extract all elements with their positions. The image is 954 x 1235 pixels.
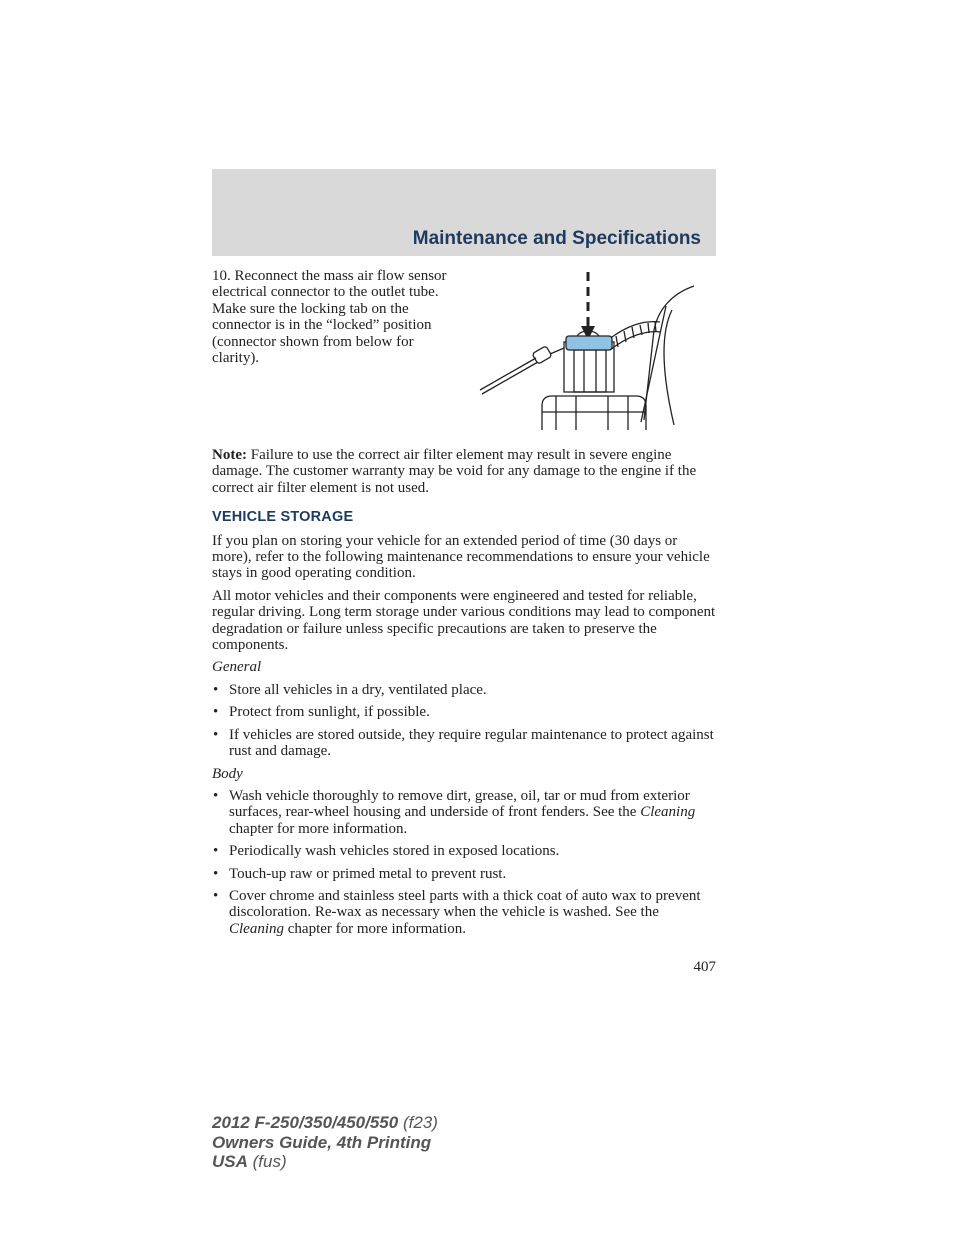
chapter-title: Maintenance and Specifications [412, 228, 701, 249]
step-10-instruction: 10. Reconnect the mass air flow sensor electrical connector to the outlet tube. Make sure the locking tab on the connector is in the “locked” position (connector shown from below for clarity). [212, 268, 447, 367]
list-item: • Wash vehicle thoroughly to remove dirt, grease, oil, tar or mud from exterior surfaces, rear-wheel housing and underside of front fenders. See the Cleaning chapter for more information. [213, 787, 696, 837]
general-bullet-list [212, 682, 716, 760]
subheading-general: General [212, 659, 262, 676]
list-item: • Store all vehicles in a dry, ventilated place. [213, 681, 487, 698]
body-bullet-list [212, 788, 716, 937]
section-heading-vehicle-storage: VEHICLE STORAGE [212, 509, 354, 526]
storage-precautions-paragraph: All motor vehicles and their components were engineered and tested for reliable, regular driving. Long term storage under various conditions may lead to component degradation or failure unless specific precautions are taken to preserve the components. [212, 587, 716, 654]
cleaning-chapter-reference: Cleaning [640, 804, 696, 821]
list-item: • Protect from sunlight, if possible. [213, 704, 430, 721]
note-label: Note: [212, 447, 247, 463]
connector-illustration-icon [476, 270, 716, 432]
list-item: • If vehicles are stored outside, they require regular maintenance to protect against rust and damage. [213, 726, 714, 760]
document-footer: 2012 F-250/350/450/550 (f23) Owners Guide, 4th Printing USA (fus) [212, 1113, 438, 1171]
note-text: Failure to use the correct air filter element may result in severe engine damage. The customer warranty may be void for any damage to the engine if the correct air filter element is not used. [212, 447, 697, 496]
list-item: • Touch-up raw or primed metal to prevent rust. [213, 865, 507, 882]
list-item: • Cover chrome and stainless steel parts with a thick coat of auto wax to prevent discoloration. Re-wax as necessary when the vehicle is washed. See the Cleaning chapter for more information. [213, 887, 701, 937]
list-item: • Periodically wash vehicles stored in exposed locations. [213, 843, 560, 860]
page-number: 407 [693, 959, 716, 975]
cleaning-chapter-reference: Cleaning [229, 920, 284, 937]
storage-intro-paragraph: If you plan on storing your vehicle for an extended period of time (30 days or more), refer to the following maintenance recommendations to ensure your vehicle stays in good operating condition. [212, 532, 710, 582]
note-paragraph [212, 447, 716, 496]
connector-illustration [476, 270, 716, 432]
subheading-body: Body [212, 765, 243, 782]
chapter-header-band [212, 169, 716, 256]
